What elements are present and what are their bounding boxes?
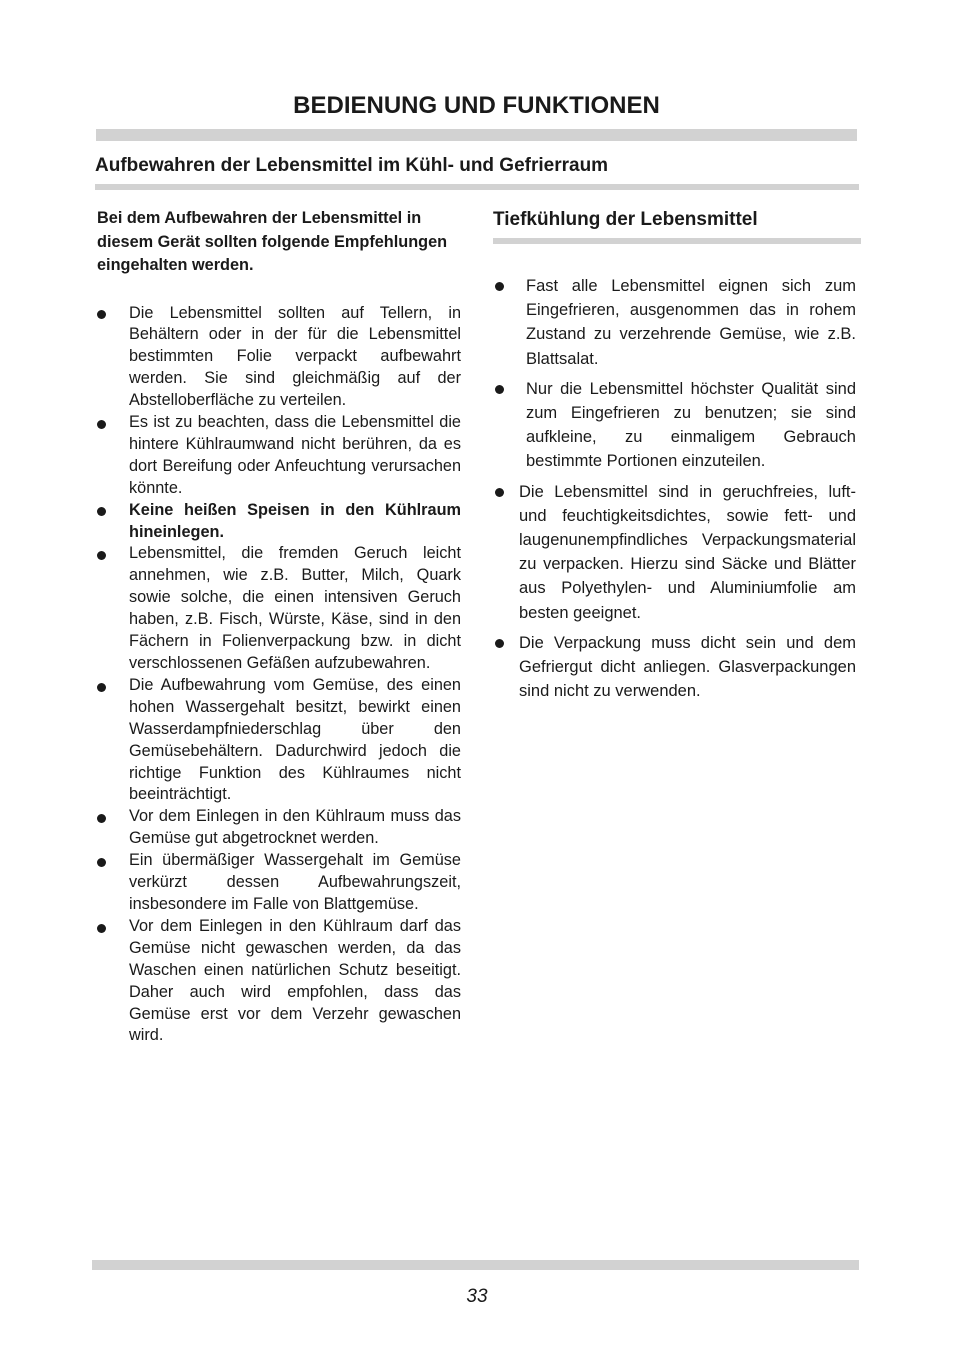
right-column (493, 207, 856, 709)
intro-paragraph: Bei dem Aufbewahren der Lebensmittel in diesem Gerät sollten folgende Empfehlungen eingehalten werden. (97, 209, 448, 274)
subtitle-divider (493, 238, 861, 244)
list-item: Vor dem Einlegen in den Kühlraum darf das Gemüse nicht gewaschen werden, da das Waschen einen natürlichen Schutz beseitigt. Daher auch wird empfohlen, dass das Gemüse erst vor dem Verzehr gewaschen wird. (97, 916, 461, 1047)
storage-recommendations-list (97, 303, 461, 1048)
section-divider (95, 184, 859, 190)
freezing-tips-list (493, 274, 856, 703)
list-item: Nur die Lebensmittel höchster Qualität sind zum Eingefrieren zu benutzen; sie sind aufkleine, zu einmaligem Gebrauch bestimmte Portionen einzuteilen. (493, 377, 856, 474)
list-item: Es ist zu beachten, dass die Lebensmittel die hintere Kühlraumwand nicht berühren, da es dort Bereifung oder Anfeuchtung verursachen könnte. (97, 412, 461, 500)
title-divider (96, 129, 857, 141)
list-item: Ein übermäßiger Wassergehalt im Gemüse verkürzt dessen Aufbewahrungszeit, insbesondere im Falle von Blattgemüse. (97, 850, 461, 916)
left-column (97, 207, 461, 1047)
list-item: Die Lebensmittel sollten auf Tellern, in Behältern oder in der für die Lebensmittel bestimmten Folie verpackt aufbewahrt werden. Sie sind gleichmäßig auf der Abstelloberfläche zu verteilen. (97, 303, 461, 413)
list-item: Fast alle Lebensmittel eignen sich zum Eingefrieren, ausgenommen das in rohem Zustand zu verzehrende Gemüse, wie z.B. Blattsalat. (493, 274, 856, 371)
page-title: BEDIENUNG UND FUNKTIONEN (293, 92, 660, 119)
list-item: Lebensmittel, die fremden Geruch leicht annehmen, wie z.B. Butter, Milch, Quark sowie solche, die einen intensiven Geruch haben, z.B. Fisch, Würste, Käse, sind in den Fächern in Folienverpackung bzw. in dicht verschlossenen Gefäßen aufzubewahren. (97, 543, 461, 674)
page-number: 33 (466, 1286, 488, 1307)
footer-divider (92, 1260, 859, 1270)
list-item: Die Lebensmittel sind in geruchfreies, luft- und feuchtigkeitsdichtes, sowie fett- und laugenunempfindliches Verpackungsmaterial zu verpacken. Hierzu sind Säcke und Blätter aus Polyethylen- und Aluminiumfolie am besten geeignet. (493, 480, 856, 625)
freezing-subtitle: Tiefkühlung der Lebensmittel (493, 209, 758, 230)
list-item: Keine heißen Speisen in den Kühlraum hineinlegen. (97, 500, 461, 544)
list-item: Die Aufbewahrung vom Gemüse, des einen hohen Wassergehalt besitzt, bewirkt einen Wasserdampfniederschlag über den Gemüsebehältern. Dadurchwird jedoch die richtige Funktion des Kühlraumes nicht beeinträchtigt. (97, 675, 461, 806)
list-item: Die Verpackung muss dicht sein und dem Gefriergut dicht anliegen. Glasverpackungen sind nicht zu verwenden. (493, 631, 856, 704)
list-item: Vor dem Einlegen in den Kühlraum muss das Gemüse gut abgetrocknet werden. (97, 806, 461, 850)
section-title: Aufbewahren der Lebensmittel im Kühl- und Gefrierraum (95, 155, 609, 176)
